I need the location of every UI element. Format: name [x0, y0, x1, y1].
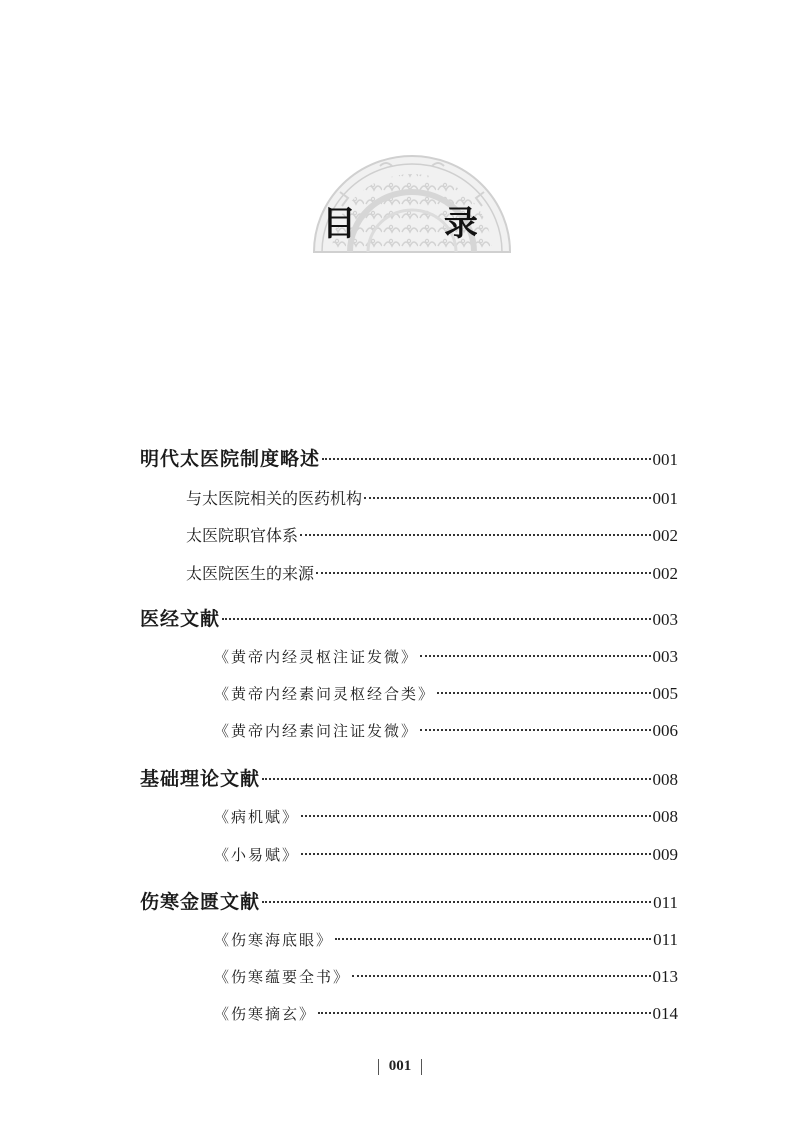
page-title: 目 录 — [322, 204, 516, 244]
toc-entry-page: 008 — [652, 807, 678, 826]
toc-entry-label: 伤寒金匮文献 — [140, 891, 261, 913]
toc-entry-page: 002 — [652, 526, 678, 545]
dot-leader — [364, 497, 650, 499]
toc-entry-label: 《伤寒蕴要全书》 — [214, 968, 351, 986]
toc-book[interactable] — [214, 683, 678, 704]
toc-entry-label: 明代太医院制度略述 — [140, 448, 321, 470]
toc-book[interactable] — [214, 844, 678, 865]
toc-entry-page: 011 — [653, 893, 678, 912]
toc-book[interactable] — [214, 806, 678, 827]
dot-leader — [318, 1012, 650, 1014]
toc-entry-label: 《黄帝内经灵枢注证发微》 — [214, 648, 419, 666]
toc-chapter[interactable] — [140, 604, 678, 631]
toc-entry-label: 《小易赋》 — [214, 846, 300, 864]
toc-entry-label: 医经文献 — [140, 608, 221, 630]
toc-entry-page: 009 — [652, 845, 678, 864]
toc-entry-page: 001 — [652, 489, 678, 508]
dot-leader — [352, 975, 650, 977]
toc-book[interactable] — [214, 929, 678, 950]
toc-entry-label: 与太医院相关的医药机构 — [186, 489, 363, 508]
toc-book[interactable] — [214, 720, 678, 741]
toc-entry-page: 014 — [652, 1004, 678, 1023]
footer-divider-right — [421, 1059, 422, 1075]
toc-section[interactable] — [186, 523, 678, 546]
toc-chapter[interactable] — [140, 444, 678, 471]
dot-leader — [300, 534, 650, 536]
footer-page-number: 001 — [388, 1058, 412, 1074]
toc-entry-label: 太医院医生的来源 — [186, 564, 315, 583]
toc-entry-label: 《黄帝内经素问灵枢经合类》 — [214, 685, 436, 703]
toc-book[interactable] — [214, 1003, 678, 1024]
dot-leader — [420, 655, 650, 657]
toc-entry-page: 011 — [653, 930, 678, 949]
toc-entry-label: 《黄帝内经素问注证发微》 — [214, 722, 419, 740]
toc-entry-page: 001 — [652, 450, 678, 469]
toc-chapter[interactable] — [140, 887, 678, 914]
dot-leader — [262, 901, 651, 903]
toc-entry-page: 005 — [652, 684, 678, 703]
dot-leader — [437, 692, 650, 694]
dot-leader — [316, 572, 650, 574]
toc-chapter[interactable] — [140, 764, 678, 791]
dot-leader — [301, 853, 650, 855]
toc-entry-page: 013 — [652, 967, 678, 986]
dot-leader — [262, 778, 650, 780]
dot-leader — [420, 729, 650, 731]
toc-entry-page: 003 — [652, 610, 678, 629]
footer-divider-left — [378, 1059, 379, 1075]
toc-entry-label: 基础理论文献 — [140, 768, 261, 790]
dot-leader — [335, 938, 651, 940]
toc-entry-label: 《病机赋》 — [214, 808, 300, 826]
toc-entry-label: 太医院职官体系 — [186, 526, 299, 545]
toc-entry-page: 006 — [652, 721, 678, 740]
dot-leader — [222, 618, 650, 620]
toc-section[interactable] — [186, 561, 678, 584]
toc-entry-label: 《伤寒摘玄》 — [214, 1005, 317, 1023]
toc-section[interactable] — [186, 486, 678, 509]
dot-leader — [301, 815, 650, 817]
toc-book[interactable] — [214, 966, 678, 987]
dot-leader — [322, 458, 650, 460]
page-footer — [0, 1058, 800, 1075]
toc-entry-page: 008 — [652, 770, 678, 789]
toc-entry-label: 《伤寒海底眼》 — [214, 931, 334, 949]
toc-entry-page: 002 — [652, 564, 678, 583]
toc-entry-page: 003 — [652, 647, 678, 666]
toc-book[interactable] — [214, 646, 678, 667]
